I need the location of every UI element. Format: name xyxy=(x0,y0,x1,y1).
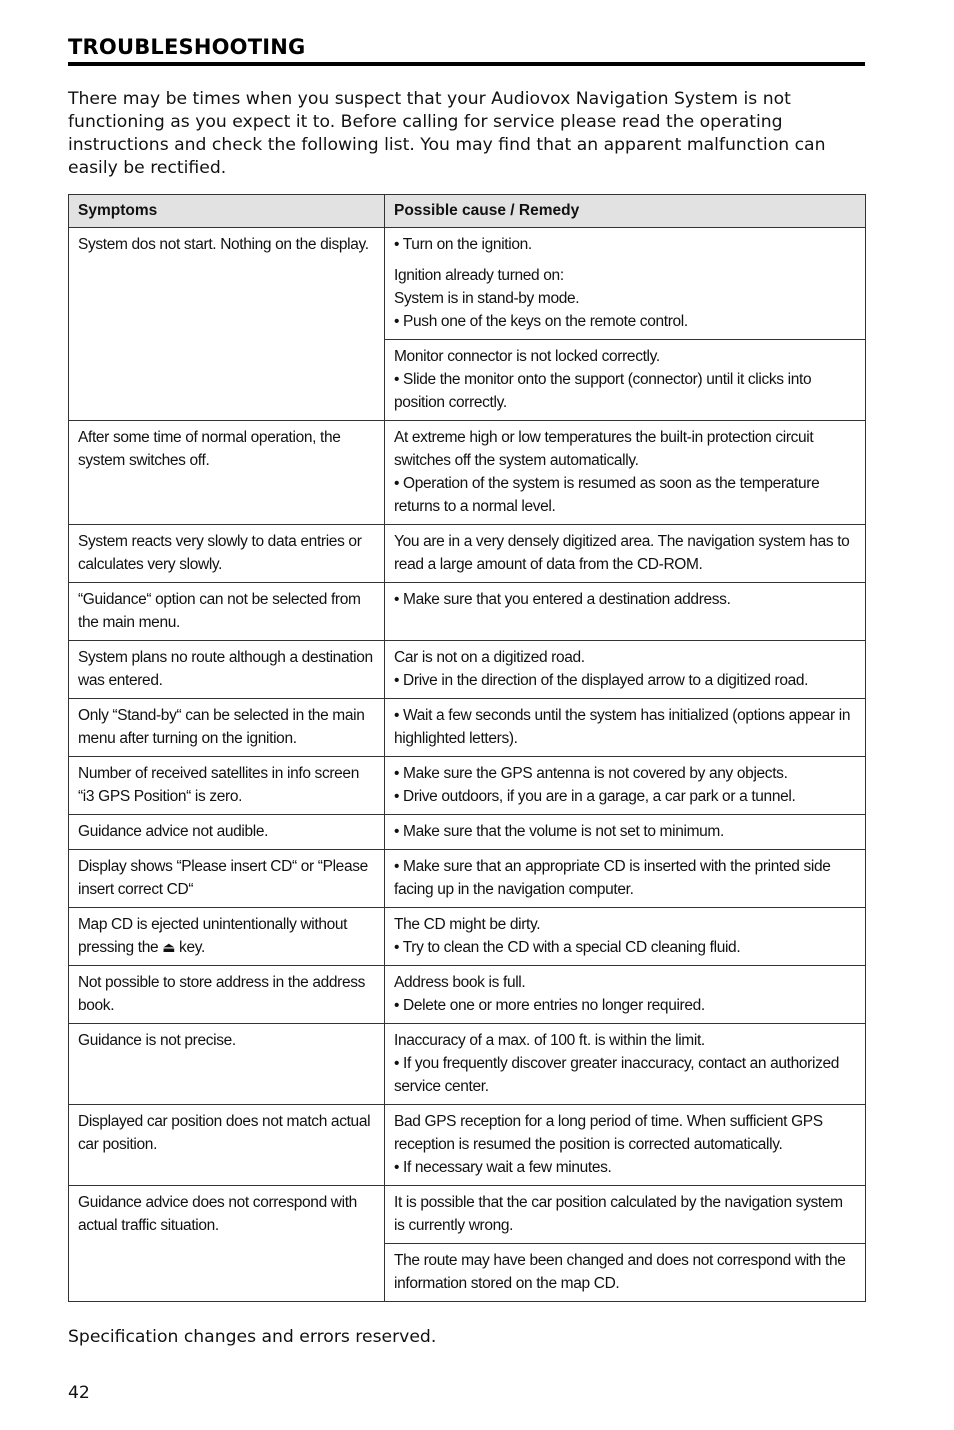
table-body xyxy=(69,228,866,1302)
table-row xyxy=(69,1105,866,1186)
page-number: 42 xyxy=(68,1383,90,1403)
remedy-line: The CD might be dirty. xyxy=(394,916,541,933)
symptom-text: Map CD is ejected unintentionally without pressing the xyxy=(78,916,348,956)
remedy-line: It is possible that the car position calculated by the navigation system is currently wrong. xyxy=(394,1194,843,1234)
symptom-cell: After some time of normal operation, the system switches off. xyxy=(69,421,385,525)
page-heading: TROUBLESHOOTING xyxy=(68,34,865,66)
remedy-line: Inaccuracy of a max. of 100 ft. is within the limit. xyxy=(394,1032,705,1049)
remedy-line: • Drive outdoors, if you are in a garage, a car park or a tunnel. xyxy=(394,788,796,805)
remedy-header: Possible cause / Remedy xyxy=(385,195,866,228)
symptom-cell: Displayed car position does not match actual car position. xyxy=(69,1105,385,1186)
remedy-line: • Make sure that you entered a destination address. xyxy=(394,591,731,608)
remedy-cell xyxy=(385,228,866,340)
remedy-line: The route may have been changed and does not correspond with the information stored on the map CD. xyxy=(394,1252,846,1292)
table-row xyxy=(69,815,866,850)
remedy-cell xyxy=(385,1186,866,1244)
remedy-line: • Operation of the system is resumed as soon as the temperature returns to a normal level. xyxy=(394,475,820,515)
troubleshooting-table xyxy=(68,194,866,1302)
symptom-cell: Not possible to store address in the address book. xyxy=(69,966,385,1024)
symptom-cell: “Guidance“ option can not be selected from the main menu. xyxy=(69,583,385,641)
remedy-line: Bad GPS reception for a long period of time. When sufficient GPS reception is resumed the position is corrected automatically. xyxy=(394,1113,823,1153)
remedy-spacer xyxy=(394,256,857,264)
table-row xyxy=(69,757,866,815)
symptom-cell: Display shows “Please insert CD“ or “Please insert correct CD“ xyxy=(69,850,385,908)
remedy-line: • Slide the monitor onto the support (connector) until it clicks into position correctly. xyxy=(394,371,812,411)
table-row xyxy=(69,641,866,699)
table-row xyxy=(69,583,866,641)
table-row xyxy=(69,228,866,340)
remedy-cell xyxy=(385,815,866,850)
remedy-line: • Make sure the GPS antenna is not covered by any objects. xyxy=(394,765,788,782)
remedy-cell xyxy=(385,1244,866,1302)
remedy-line: Address book is full. xyxy=(394,974,526,991)
remedy-cell xyxy=(385,525,866,583)
remedy-line: At extreme high or low temperatures the built-in protection circuit switches off the system automatically. xyxy=(394,429,814,469)
table-row xyxy=(69,850,866,908)
symptom-cell: Guidance is not precise. xyxy=(69,1024,385,1105)
symptoms-header: Symptoms xyxy=(69,195,385,228)
table-row xyxy=(69,699,866,757)
remedy-cell xyxy=(385,1024,866,1105)
table-row xyxy=(69,421,866,525)
symptom-text: key. xyxy=(175,939,205,956)
table-row xyxy=(69,525,866,583)
symptom-cell: Only “Stand-by“ can be selected in the main menu after turning on the ignition. xyxy=(69,699,385,757)
remedy-cell xyxy=(385,1105,866,1186)
symptom-cell xyxy=(69,908,385,966)
remedy-cell xyxy=(385,583,866,641)
symptom-cell: Number of received satellites in info screen “i3 GPS Position“ is zero. xyxy=(69,757,385,815)
remedy-line: Monitor connector is not locked correctly. xyxy=(394,348,660,365)
remedy-cell xyxy=(385,421,866,525)
remedy-cell xyxy=(385,966,866,1024)
remedy-cell xyxy=(385,850,866,908)
remedy-line: • If you frequently discover greater inaccuracy, contact an authorized service center. xyxy=(394,1055,840,1095)
symptom-cell: Guidance advice not audible. xyxy=(69,815,385,850)
remedy-line: • Drive in the direction of the displayed arrow to a digitized road. xyxy=(394,672,809,689)
remedy-cell xyxy=(385,908,866,966)
remedy-cell xyxy=(385,340,866,421)
remedy-line: Car is not on a digitized road. xyxy=(394,649,585,666)
remedy-line: • Push one of the keys on the remote control. xyxy=(394,313,688,330)
remedy-cell xyxy=(385,757,866,815)
symptom-cell: System reacts very slowly to data entries or calculates very slowly. xyxy=(69,525,385,583)
table-header-row xyxy=(69,195,866,228)
symptom-cell: System dos not start. Nothing on the display. xyxy=(69,228,385,421)
remedy-line: • If necessary wait a few minutes. xyxy=(394,1159,612,1176)
remedy-line: Ignition already turned on: xyxy=(394,267,564,284)
remedy-line: • Wait a few seconds until the system has initialized (options appear in highlighted letters). xyxy=(394,707,851,747)
remedy-line: You are in a very densely digitized area. The navigation system has to read a large amount of data from the CD-ROM. xyxy=(394,533,850,573)
table-row xyxy=(69,966,866,1024)
table-row xyxy=(69,908,866,966)
remedy-cell xyxy=(385,641,866,699)
eject-icon: ⏏ xyxy=(162,939,176,955)
remedy-cell xyxy=(385,699,866,757)
remedy-line: • Try to clean the CD with a special CD cleaning fluid. xyxy=(394,939,741,956)
remedy-line: • Make sure that an appropriate CD is inserted with the printed side facing up in the navigation computer. xyxy=(394,858,831,898)
remedy-line: System is in stand-by mode. xyxy=(394,290,580,307)
symptom-cell: System plans no route although a destination was entered. xyxy=(69,641,385,699)
intro-paragraph: There may be times when you suspect that your Audiovox Navigation System is not functioning as you expect it to. Before calling for service please read the operating instructions and check the following list. You may find that an apparent malfunction can easily be rectified. xyxy=(68,89,826,178)
table-row xyxy=(69,1186,866,1244)
remedy-line: • Make sure that the volume is not set to minimum. xyxy=(394,823,724,840)
table-row xyxy=(69,1024,866,1105)
remedy-line: • Turn on the ignition. xyxy=(394,236,532,253)
remedy-line: • Delete one or more entries no longer required. xyxy=(394,997,705,1014)
symptom-cell: Guidance advice does not correspond with actual traffic situation. xyxy=(69,1186,385,1302)
footer-note: Specification changes and errors reserved. xyxy=(68,1327,437,1347)
